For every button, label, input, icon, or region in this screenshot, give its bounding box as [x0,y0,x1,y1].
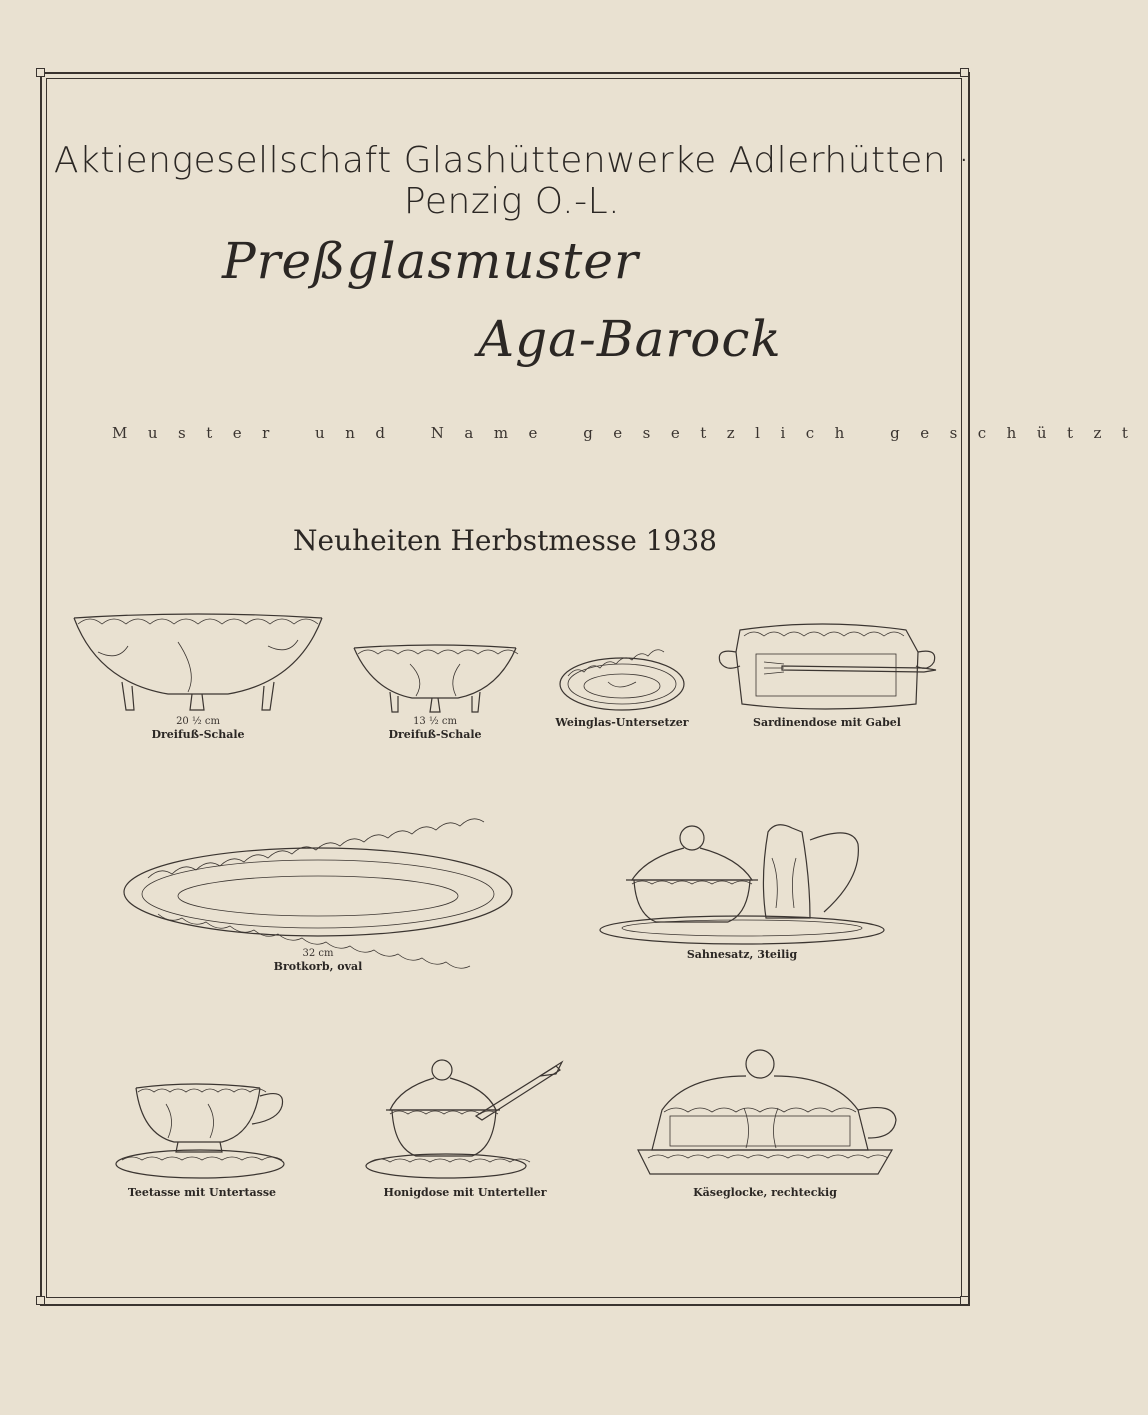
item-cream-set [596,818,888,962]
border-corner [36,1296,45,1305]
item-teacup [114,1074,290,1200]
teacup-illustration [114,1074,290,1186]
item-cheese-dome [628,1046,902,1200]
wine-coaster-illustration [548,652,696,716]
item-sardine-dish [712,618,942,730]
item-caption: Honigdose mit Unterteller [383,1186,547,1199]
item-caption: Weinglas-Untersetzer [555,716,689,729]
item-caption: Sahnesatz, 3teilig [686,948,798,961]
tripod-bowl-large-illustration [68,612,328,716]
item-caption: Dreifuß-Schale [388,728,482,741]
cream-set-illustration [596,818,888,948]
pattern-name: Aga-Barock [478,310,782,368]
item-tripod-bowl-small [350,640,520,742]
border-corner [960,1296,969,1305]
item-caption: Teetasse mit Untertasse [127,1186,277,1199]
border-corner [36,68,45,77]
protection-note: Muster und Name gesetzlich geschützt [112,424,1148,442]
bread-basket-illustration [118,842,518,948]
item-tripod-bowl-large [68,612,328,742]
item-wine-coaster [548,652,696,730]
sardine-dish-illustration [712,618,942,716]
cheese-dome-illustration [628,1046,902,1186]
item-caption: Dreifuß-Schale [151,728,245,741]
item-size: 20 ½ cm [176,716,220,727]
section-heading: Neuheiten Herbstmesse 1938 [293,524,717,557]
item-size: 13 ½ cm [413,716,457,727]
item-size: 32 cm [302,948,334,959]
catalog-title: Preßglasmuster [222,232,639,290]
item-caption: Käseglocke, rechteckig [693,1186,837,1199]
item-caption: Brotkorb, oval [273,960,363,973]
border-corner [960,68,969,77]
tripod-bowl-small-illustration [350,640,520,716]
item-honey-pot [360,1058,570,1200]
company-name: Aktiengesellschaft Glashüttenwerke Adlerhütten · Penzig O.-L. [53,140,971,222]
item-bread-basket [118,842,518,974]
item-caption: Sardinendose mit Gabel [753,716,901,729]
honey-pot-illustration [360,1058,570,1186]
